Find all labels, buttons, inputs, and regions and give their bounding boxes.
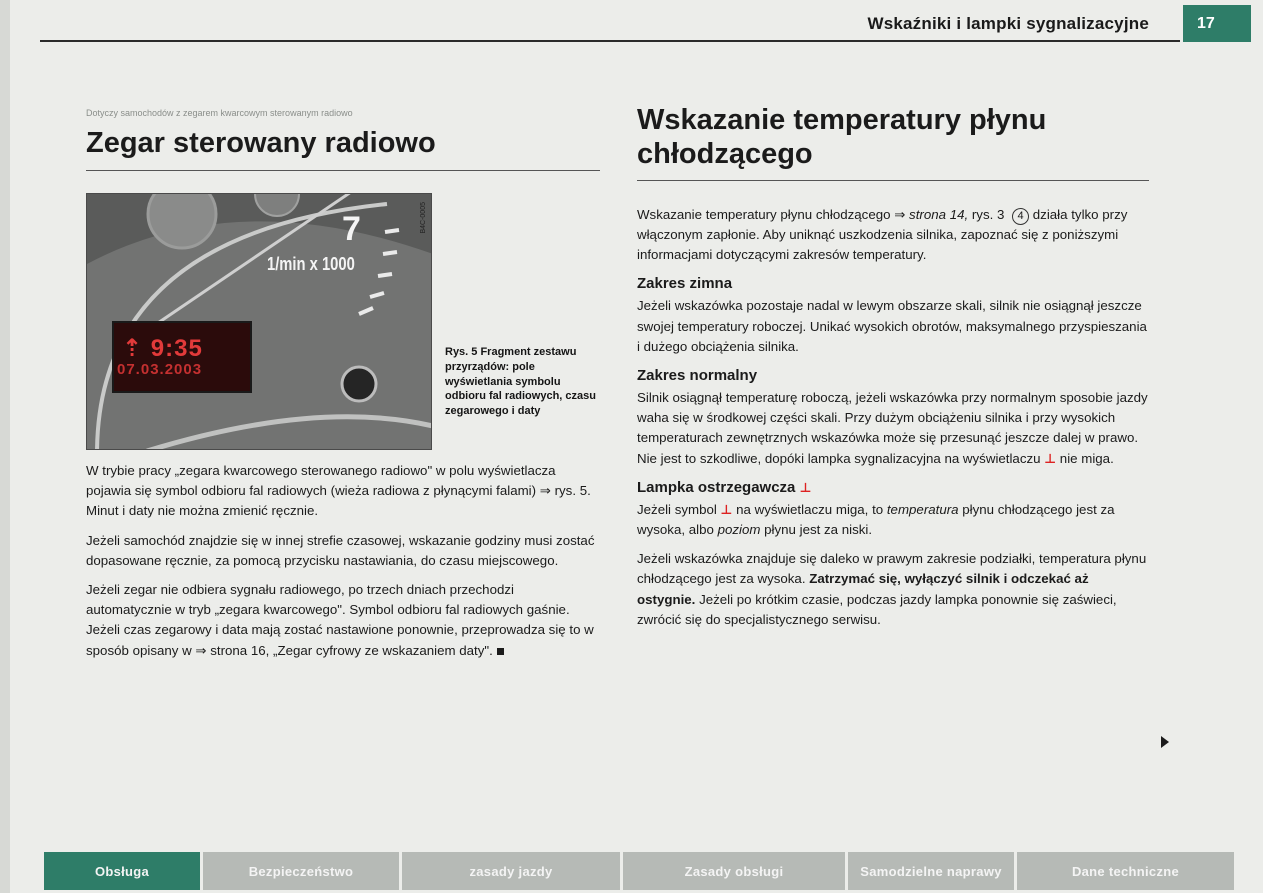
text: rys. 3 xyxy=(968,206,1009,222)
instrument-cluster-image xyxy=(86,193,432,450)
tab-obsluga[interactable]: Obsługa xyxy=(44,852,200,890)
tachometer-number: 7 xyxy=(342,209,361,248)
tab-zasady-jazdy[interactable]: zasady jazdy xyxy=(402,852,620,890)
header-rule xyxy=(40,40,1180,42)
text: płynu jest za niski. xyxy=(760,522,873,538)
text: Jeżeli wskazówka znajduje się daleko w prawym zakresie podziałki, temperatura płynu chłodzącego jest za wysoka. xyxy=(637,551,1147,587)
instrument-cluster-drawing xyxy=(87,194,432,450)
tab-samodzielne-naprawy[interactable]: Samodzielne naprawy xyxy=(848,852,1014,890)
emphasis: temperatura xyxy=(886,501,959,517)
intro-paragraph xyxy=(637,205,1149,266)
normal-range-paragraph xyxy=(637,388,1149,469)
subheading-warning-lamp xyxy=(637,479,1149,496)
text: Jeżeli po krótkim czasie, podczas jazdy lampka ponownie się zaświeci, zwrócić się do specjalistycznego serwisu. xyxy=(637,591,1117,627)
warning-paragraph-1 xyxy=(637,500,1149,540)
bold-instruction: Zatrzymać się, wyłączyć silnik i odczekać aż ostygnie. xyxy=(637,571,1089,607)
text: nie miga. xyxy=(1056,450,1114,466)
paragraph: Jeżeli samochód znajdzie się w innej strefie czasowej, wskazanie godziny musi zostać dopasowane ręcznie, za pomocą przycisku nastawiania, do czasu miejscowego. xyxy=(86,532,595,568)
continue-arrow-icon xyxy=(1161,736,1169,748)
tachometer-unit: 1/min x 1000 xyxy=(267,253,355,274)
right-column xyxy=(637,104,1149,639)
chapter-title: Wskaźniki i lampki sygnalizacyjne xyxy=(867,14,1149,33)
paragraph: W trybie pracy „zegara kwarcowego sterowanego radiowo" w polu wyświetlacza pojawia się symbol odbioru fal radiowych (wieża radiowa z płynącymi falami) ⇒ rys. 5. Minut i daty nie można zmienić ręcznie. xyxy=(86,462,591,519)
left-body-text xyxy=(86,461,600,661)
tab-dane-techniczne[interactable]: Dane techniczne xyxy=(1017,852,1234,890)
lcd-time-with-radio-signal-icon xyxy=(122,334,203,363)
coolant-thermometer-icon: ⊥ xyxy=(1044,450,1057,466)
subheading-cold-range: Zakres zimna xyxy=(637,275,733,293)
figure-marker-4: 4 xyxy=(1012,208,1029,225)
emphasis: poziom xyxy=(717,522,761,538)
section-heading-radio-clock: Zegar sterowany radiowo xyxy=(86,128,600,171)
figure-5 xyxy=(86,193,600,455)
text: Jeżeli symbol xyxy=(637,501,721,517)
text: Lampka ostrzegawcza xyxy=(637,478,796,496)
section-heading-coolant-temperature: Wskazanie temperatury płynu chłodzącego xyxy=(637,104,1149,181)
tab-bezpieczenstwo[interactable]: Bezpieczeństwo xyxy=(203,852,399,890)
footer-navigation xyxy=(44,852,1234,890)
text: działa tylko przy włączonym zapłonie. Aby uniknąć uszkodzenia silnika, zapoznać się z poniższymi informacjami dotyczącymi zakresów temperatury. xyxy=(637,206,1128,263)
warning-paragraph-2 xyxy=(637,549,1149,630)
figure-code: B4C-0005 xyxy=(420,201,427,234)
text: Wskazanie temperatury płynu chłodzącego ⇒ xyxy=(637,206,910,222)
figure-caption: Rys. 5 Fragment zestawu przyrządów: pole wyświetlania symbolu odbioru fal radiowych, czasu zegarowego i daty xyxy=(445,345,596,418)
tab-zasady-obslugi[interactable]: Zasady obsługi xyxy=(623,852,845,890)
left-column xyxy=(86,108,600,670)
page-reference-link[interactable]: strona 14, xyxy=(909,206,969,222)
applies-to-note: Dotyczy samochodów z zegarem kwarcowym sterowanym radiowo xyxy=(86,108,353,118)
cold-range-paragraph: Jeżeli wskazówka pozostaje nadal w lewym obszarze skali, silnik nie osiągnął jeszcze swojej temperatury roboczej. Unikać wysokich obrotów, maksymalnego przyspieszania i dużego obciążenia silnika. xyxy=(637,298,1147,354)
lcd-date: 07.03.2003 xyxy=(117,360,203,378)
text: Silnik osiągnął temperaturę roboczą, jeżeli wskazówka przy normalnym sposobie jazdy waha się w środkowej części skali. Przy dużym obciążeniu silnika i przy wysokich temperaturach zewnętrznych wskazówka może się przesunąć jeszcze dalej w prawo. Nie jest to szkodliwe, dopóki lampka sygnalizacyjna na wyświetlaczu xyxy=(637,390,1148,466)
paragraph-text: Jeżeli zegar nie odbiera sygnału radiowego, po trzech dniach przechodzi automatycznie w tryb „zegara kwarcowego". Symbol odbioru fal radiowych gaśnie. Jeżeli czas zegarowy i data mają zostać nastawione ponownie, przeprowadza się to w sposób opisany w ⇒ strona 16, „Zegar cyfrowy ze wskazaniem daty". xyxy=(86,581,594,658)
subheading-normal-range: Zakres normalny xyxy=(637,367,758,385)
coolant-thermometer-icon: ⊥ xyxy=(799,479,812,495)
page-number: 17 xyxy=(1183,5,1251,42)
lcd-time: 9:35 xyxy=(150,334,203,362)
radio-signal-icon: ⇡ xyxy=(122,334,151,362)
page-edge xyxy=(0,0,10,893)
text: na wyświetlaczu miga, to xyxy=(732,501,887,517)
text: płynu chłodzącego jest za wysoka, albo xyxy=(637,501,1115,538)
coolant-thermometer-icon: ⊥ xyxy=(720,501,733,517)
paragraph-last xyxy=(86,580,600,661)
end-of-section-square-icon xyxy=(497,648,504,655)
